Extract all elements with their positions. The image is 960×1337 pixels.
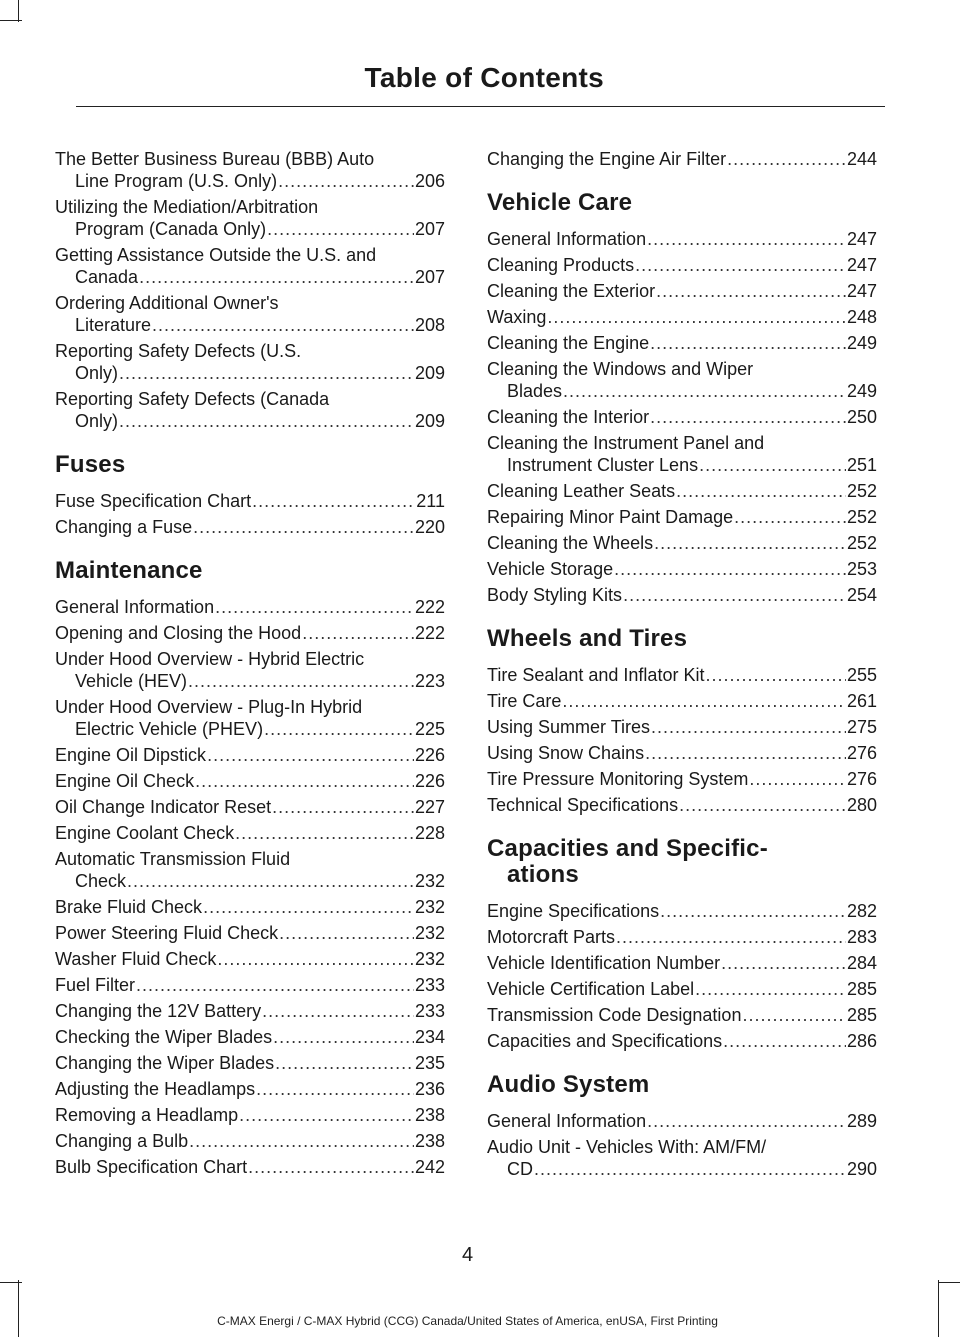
toc-entry-title: Washer Fluid Check [55, 949, 217, 969]
toc-right-column [487, 148, 877, 1184]
toc-entry[interactable] [55, 770, 445, 792]
crop-mark-bottom-left-h [0, 1282, 22, 1283]
toc-entry-page: 252 [846, 481, 877, 501]
toc-entry-title: Repairing Minor Paint Damage [487, 507, 734, 527]
toc-entry-title: Cleaning Products [487, 255, 635, 275]
toc-entry[interactable] [487, 584, 877, 606]
section-heading: Vehicle Care [487, 189, 633, 216]
toc-entry-title: Motorcraft Parts [487, 927, 616, 947]
dot-leader [623, 584, 846, 606]
toc-entry-title: Capacities and Specifications [487, 1031, 723, 1051]
toc-entry-title: Engine Oil Check [55, 771, 195, 791]
dot-leader [152, 314, 414, 336]
toc-entry-page: 209 [414, 411, 445, 431]
dot-leader [563, 380, 846, 402]
toc-entry-page: 276 [846, 769, 877, 789]
toc-entry[interactable] [55, 596, 445, 618]
toc-entry-title-line1: Cleaning the Windows and Wiper [487, 359, 754, 379]
toc-entry-page: 275 [846, 717, 877, 737]
footer-text: C-MAX Energi / C-MAX Hybrid (CCG) Canada/United States of America, enUSA, First Printing [217, 1314, 718, 1328]
toc-entry[interactable] [55, 292, 445, 336]
toc-entry[interactable] [55, 896, 445, 918]
toc-entry-page: 255 [846, 665, 877, 685]
dot-leader [235, 822, 414, 844]
toc-entry-title: Opening and Closing the Hood [55, 623, 302, 643]
crop-mark-bottom-right-h [938, 1282, 960, 1283]
toc-entry-page: 283 [846, 927, 877, 947]
dot-leader [278, 170, 414, 192]
dot-leader [127, 870, 414, 892]
toc-entry-title: Brake Fluid Check [55, 897, 203, 917]
toc-entry-title: Using Snow Chains [487, 743, 645, 763]
dot-leader [217, 948, 414, 970]
toc-entry[interactable] [55, 1130, 445, 1152]
toc-entry-page: 252 [846, 507, 877, 527]
toc-entry-title: Using Summer Tires [487, 717, 651, 737]
toc-entry-page: 249 [846, 381, 877, 401]
toc-entry-page: 247 [846, 229, 877, 249]
toc-entry-page: 207 [414, 219, 445, 239]
toc-entry[interactable] [487, 358, 877, 402]
toc-entry-page: 249 [846, 333, 877, 353]
toc-entry-title: Cleaning the Wheels [487, 533, 654, 553]
toc-entry[interactable] [55, 340, 445, 384]
toc-entry-page: 285 [846, 979, 877, 999]
toc-entry[interactable] [55, 622, 445, 644]
dot-leader [262, 1000, 414, 1022]
dot-leader [614, 558, 846, 580]
toc-entry-page: 233 [414, 975, 445, 995]
page-number: 4 [461, 1244, 474, 1266]
toc-entry-title: Waxing [487, 307, 547, 327]
toc-entry-page: 208 [414, 315, 445, 335]
dot-leader [645, 742, 846, 764]
toc-entry-title-line1: Automatic Transmission Fluid [55, 849, 291, 869]
toc-entry-title: Changing the Engine Air Filter [487, 149, 727, 169]
toc-left-column [55, 148, 445, 1182]
toc-entry-page: 232 [414, 949, 445, 969]
toc-entry-title: Fuse Specification Chart [55, 491, 252, 511]
toc-entry-page: 282 [846, 901, 877, 921]
toc-entry-title-line2: Program (Canada Only) [75, 219, 267, 239]
toc-entry-page: 254 [846, 585, 877, 605]
toc-entry-page: 225 [414, 719, 445, 739]
toc-entry[interactable] [487, 506, 877, 528]
toc-entry-page: 247 [846, 281, 877, 301]
dot-leader [679, 794, 846, 816]
toc-entry-title-line1: Audio Unit - Vehicles With: AM/FM/ [487, 1137, 767, 1157]
dot-leader [273, 1026, 414, 1048]
toc-entry[interactable] [55, 1026, 445, 1048]
toc-entry-title-line2: Check [75, 871, 127, 891]
toc-entry-title-line1: Under Hood Overview - Hybrid Electric [55, 649, 365, 669]
toc-entry[interactable] [487, 228, 877, 250]
toc-entry-page: 223 [414, 671, 445, 691]
toc-entry-title: Cleaning the Exterior [487, 281, 656, 301]
toc-entry-title: Tire Pressure Monitoring System [487, 769, 749, 789]
toc-entry-title-line2: Blades [507, 381, 563, 401]
toc-entry-page: 236 [414, 1079, 445, 1099]
toc-entry[interactable] [487, 952, 877, 974]
toc-entry-title-line2: CD [507, 1159, 533, 1179]
dot-leader [267, 218, 414, 240]
toc-entry-title: Power Steering Fluid Check [55, 923, 279, 943]
dot-leader [547, 306, 846, 328]
toc-entry-title: Vehicle Certification Label [487, 979, 695, 999]
toc-entry-page: 289 [846, 1111, 877, 1131]
toc-entry[interactable] [487, 306, 877, 328]
header-divider [76, 106, 885, 107]
dot-leader [562, 690, 846, 712]
dot-leader [723, 1030, 846, 1052]
dot-leader [742, 1004, 846, 1026]
toc-entry-page: 233 [414, 1001, 445, 1021]
toc-entry-title: Oil Change Indicator Reset [55, 797, 272, 817]
toc-entry-title: Changing the Wiper Blades [55, 1053, 275, 1073]
dot-leader [650, 332, 846, 354]
toc-entry-page: 235 [414, 1053, 445, 1073]
toc-entry-title: General Information [55, 597, 215, 617]
section-heading: Audio System [487, 1071, 650, 1098]
toc-entry-title: Adjusting the Headlamps [55, 1079, 256, 1099]
toc-entry-title-line2: Only) [75, 411, 119, 431]
toc-entry-page: 247 [846, 255, 877, 275]
toc-entry-page: 253 [846, 559, 877, 579]
dot-leader [136, 974, 414, 996]
toc-entry-page: 227 [414, 797, 445, 817]
toc-entry[interactable] [55, 1078, 445, 1100]
toc-entry[interactable] [487, 900, 877, 922]
toc-entry-page: 232 [414, 897, 445, 917]
toc-entry-title-line2: Canada [75, 267, 139, 287]
toc-entry-title: Body Styling Kits [487, 585, 623, 605]
toc-entry[interactable] [55, 1052, 445, 1074]
dot-leader [660, 900, 846, 922]
dot-leader [534, 1158, 846, 1180]
toc-entry[interactable] [487, 690, 877, 712]
toc-entry-title-line2: Line Program (U.S. Only) [75, 171, 278, 191]
toc-entry-page: 261 [846, 691, 877, 711]
toc-entry[interactable] [487, 926, 877, 948]
toc-entry-page: 238 [414, 1131, 445, 1151]
toc-entry-title-line2: Instrument Cluster Lens [507, 455, 699, 475]
toc-entry[interactable] [55, 822, 445, 844]
toc-entry-title: Vehicle Identification Number [487, 953, 721, 973]
dot-leader [119, 362, 414, 384]
section-heading [487, 836, 877, 888]
toc-entry[interactable] [55, 648, 445, 692]
toc-entry-page: 248 [846, 307, 877, 327]
dot-leader [279, 922, 414, 944]
toc-entry[interactable] [487, 332, 877, 354]
section-heading-line2: ations [507, 861, 579, 888]
toc-entry-page: 207 [414, 267, 445, 287]
toc-entry-title-line1: Getting Assistance Outside the U.S. and [55, 245, 377, 265]
dot-leader [264, 718, 414, 740]
crop-mark-bottom-left-v [18, 1280, 19, 1337]
toc-entry-page: 284 [846, 953, 877, 973]
toc-entry[interactable] [487, 480, 877, 502]
dot-leader [635, 254, 846, 276]
dot-leader [654, 532, 846, 554]
toc-entry[interactable] [487, 1136, 877, 1180]
toc-entry[interactable] [55, 796, 445, 818]
dot-leader [189, 1130, 414, 1152]
page-title: Table of Contents [364, 62, 604, 93]
toc-entry-page: 211 [416, 491, 445, 511]
toc-entry-page: 280 [846, 795, 877, 815]
dot-leader [239, 1104, 414, 1126]
toc-entry-title-line2: Electric Vehicle (PHEV) [75, 719, 264, 739]
toc-entry-page: 222 [414, 597, 445, 617]
dot-leader [651, 716, 846, 738]
toc-entry[interactable] [55, 196, 445, 240]
dot-leader [727, 148, 846, 170]
dot-leader [193, 516, 414, 538]
toc-entry-page: 242 [414, 1157, 445, 1177]
toc-entry-title: Cleaning Leather Seats [487, 481, 676, 501]
dot-leader [139, 266, 414, 288]
toc-entry-title-line2: Only) [75, 363, 119, 383]
toc-entry-title: Checking the Wiper Blades [55, 1027, 273, 1047]
toc-entry[interactable] [55, 244, 445, 288]
toc-entry[interactable] [487, 716, 877, 738]
dot-leader [616, 926, 846, 948]
toc-entry[interactable] [487, 254, 877, 276]
toc-entry[interactable] [55, 388, 445, 432]
dot-leader [650, 406, 846, 428]
toc-entry-title: Changing the 12V Battery [55, 1001, 262, 1021]
dot-leader [248, 1156, 414, 1178]
toc-entry-page: 252 [846, 533, 877, 553]
toc-entry-page: 232 [414, 923, 445, 943]
toc-entry[interactable] [55, 1104, 445, 1126]
toc-entry[interactable] [487, 1110, 877, 1132]
toc-entry-title: Transmission Code Designation [487, 1005, 742, 1025]
toc-entry[interactable] [487, 532, 877, 554]
toc-entry-title: Vehicle Storage [487, 559, 614, 579]
toc-entry-page: 234 [414, 1027, 445, 1047]
dot-leader [215, 596, 414, 618]
toc-entry-title-line1: Cleaning the Instrument Panel and [487, 433, 765, 453]
toc-entry[interactable] [55, 490, 445, 512]
toc-entry-title-line1: Under Hood Overview - Plug-In Hybrid [55, 697, 363, 717]
section-heading: Maintenance [55, 557, 203, 584]
toc-entry-title: Cleaning the Engine [487, 333, 650, 353]
toc-entry-title: Engine Coolant Check [55, 823, 235, 843]
toc-entry[interactable] [487, 664, 877, 686]
dot-leader [275, 1052, 414, 1074]
toc-entry-title-line1: Reporting Safety Defects (U.S. [55, 341, 302, 361]
toc-entry[interactable] [55, 948, 445, 970]
dot-leader [302, 622, 414, 644]
dot-leader [647, 1110, 846, 1132]
toc-entry-title-line2: Vehicle (HEV) [75, 671, 188, 691]
toc-entry-page: 251 [846, 455, 877, 475]
toc-entry-title-line1: Utilizing the Mediation/Arbitration [55, 197, 319, 217]
section-heading: Fuses [55, 451, 126, 478]
toc-entry-title: General Information [487, 229, 647, 249]
toc-entry-title: Technical Specifications [487, 795, 679, 815]
toc-entry-title-line2: Literature [75, 315, 152, 335]
toc-entry-page: 232 [414, 871, 445, 891]
toc-entry[interactable] [487, 794, 877, 816]
toc-entry-title: Tire Care [487, 691, 562, 711]
crop-mark-top-left-h [0, 20, 22, 21]
toc-entry-title-line1: Ordering Additional Owner's [55, 293, 279, 313]
toc-entry[interactable] [487, 742, 877, 764]
section-heading-line1: Capacities and Specific- [487, 835, 768, 862]
dot-leader [256, 1078, 414, 1100]
toc-entry-title: Cleaning the Interior [487, 407, 650, 427]
dot-leader [207, 744, 414, 766]
toc-entry-page: 222 [414, 623, 445, 643]
toc-entry[interactable] [487, 978, 877, 1000]
dot-leader [656, 280, 846, 302]
toc-entry[interactable] [55, 744, 445, 766]
dot-leader [647, 228, 846, 250]
toc-entry-page: 238 [414, 1105, 445, 1125]
toc-entry-title-line1: Reporting Safety Defects (Canada [55, 389, 330, 409]
dot-leader [119, 410, 414, 432]
toc-entry-page: 226 [414, 745, 445, 765]
section-heading: Wheels and Tires [487, 625, 688, 652]
toc-entry-page: 226 [414, 771, 445, 791]
toc-entry-page: 250 [846, 407, 877, 427]
toc-entry-page: 290 [846, 1159, 877, 1179]
dot-leader [749, 768, 846, 790]
toc-entry[interactable] [55, 974, 445, 996]
dot-leader [705, 664, 846, 686]
dot-leader [699, 454, 846, 476]
toc-entry-title: Engine Specifications [487, 901, 660, 921]
toc-entry[interactable] [55, 922, 445, 944]
toc-entry[interactable] [487, 406, 877, 428]
crop-mark-bottom-right-v [938, 1280, 939, 1337]
dot-leader [721, 952, 846, 974]
toc-entry[interactable] [55, 696, 445, 740]
toc-entry[interactable] [487, 148, 877, 170]
toc-entry[interactable] [487, 768, 877, 790]
toc-entry-page: 286 [846, 1031, 877, 1051]
toc-entry-page: 244 [846, 149, 877, 169]
dot-leader [272, 796, 414, 818]
toc-entry-title: Bulb Specification Chart [55, 1157, 248, 1177]
toc-entry-page: 285 [846, 1005, 877, 1025]
toc-entry-page: 209 [414, 363, 445, 383]
toc-entry[interactable] [487, 432, 877, 476]
toc-entry[interactable] [55, 516, 445, 538]
toc-entry-title: Engine Oil Dipstick [55, 745, 207, 765]
toc-entry[interactable] [487, 280, 877, 302]
toc-entry-title: Fuel Filter [55, 975, 136, 995]
dot-leader [734, 506, 846, 528]
toc-entry[interactable] [55, 1156, 445, 1178]
dot-leader [252, 490, 415, 512]
toc-entry[interactable] [55, 148, 445, 192]
dot-leader [676, 480, 846, 502]
toc-entry-title: Removing a Headlamp [55, 1105, 239, 1125]
toc-entry[interactable] [487, 558, 877, 580]
crop-mark-top-left-v [18, 0, 19, 22]
toc-entry-title: Changing a Fuse [55, 517, 193, 537]
toc-entry-page: 276 [846, 743, 877, 763]
toc-entry-page: 220 [414, 517, 445, 537]
dot-leader [188, 670, 414, 692]
toc-entry-title-line1: The Better Business Bureau (BBB) Auto [55, 149, 375, 169]
toc-entry-title: Tire Sealant and Inflator Kit [487, 665, 705, 685]
toc-entry-page: 206 [414, 171, 445, 191]
dot-leader [203, 896, 414, 918]
dot-leader [195, 770, 414, 792]
toc-entry[interactable] [487, 1030, 877, 1052]
dot-leader [695, 978, 846, 1000]
toc-entry[interactable] [487, 1004, 877, 1026]
toc-entry-page: 228 [414, 823, 445, 843]
toc-entry[interactable] [55, 848, 445, 892]
toc-entry[interactable] [55, 1000, 445, 1022]
toc-entry-title: General Information [487, 1111, 647, 1131]
toc-entry-title: Changing a Bulb [55, 1131, 189, 1151]
